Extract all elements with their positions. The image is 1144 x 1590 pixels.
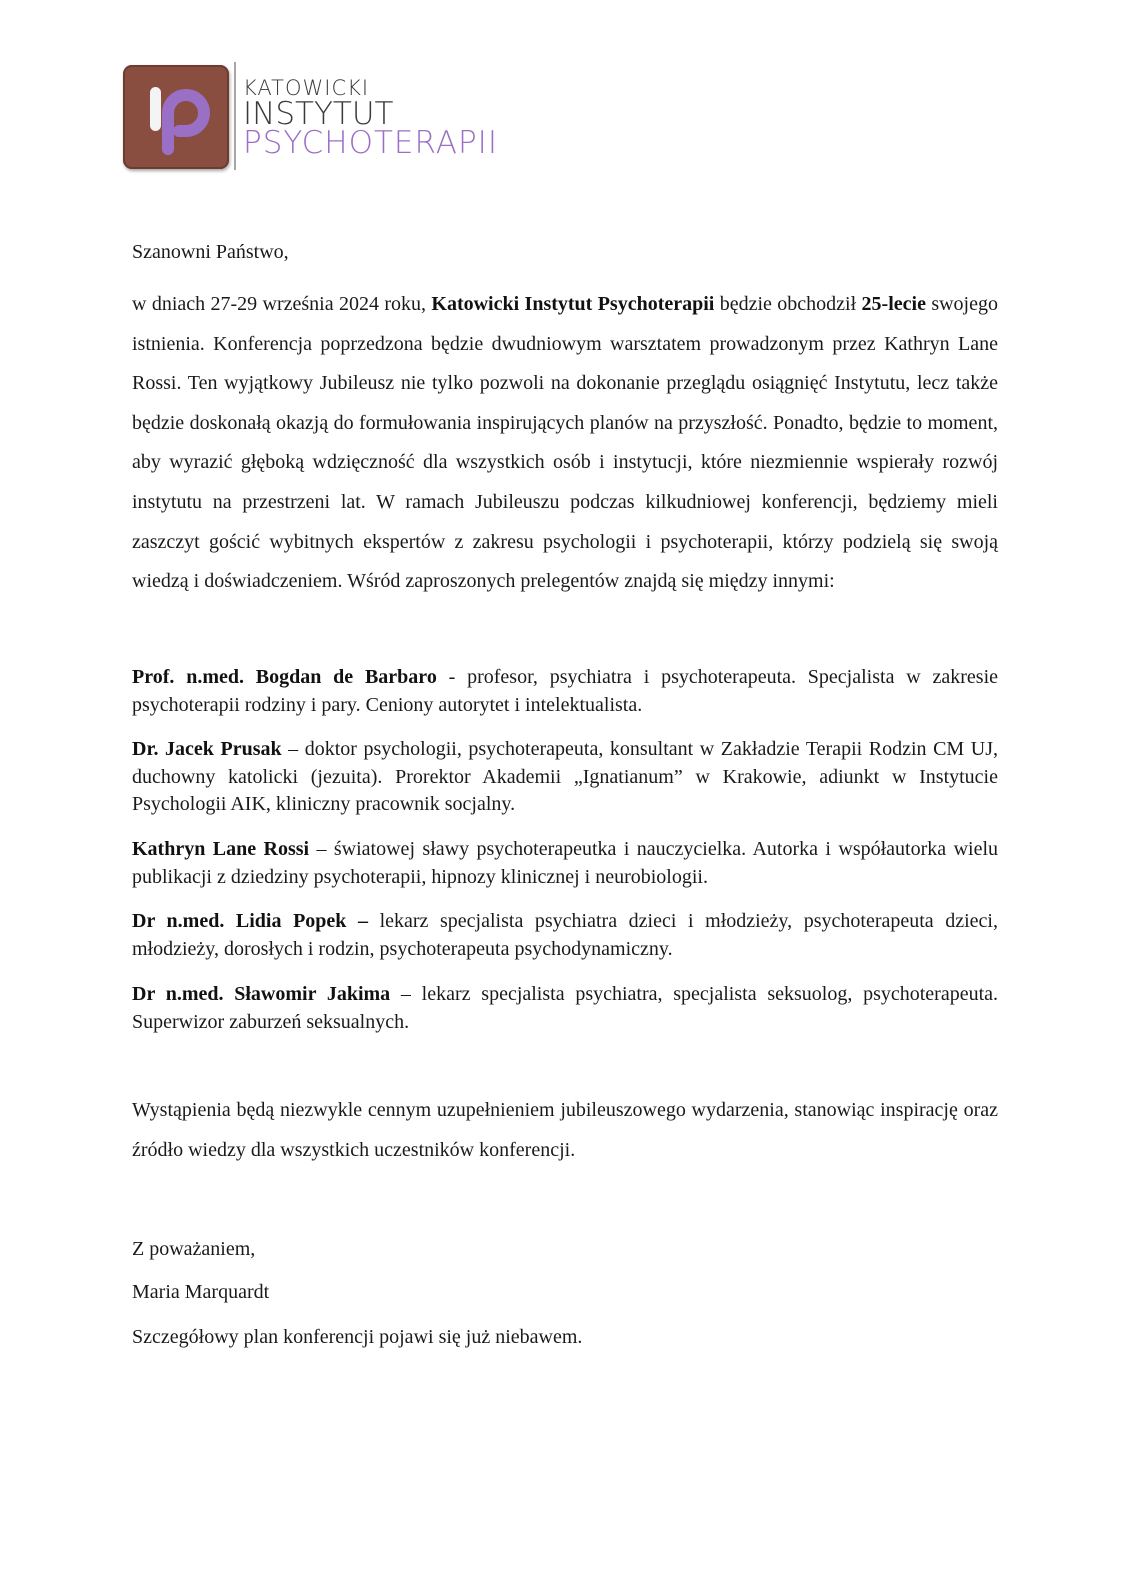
speaker-entry xyxy=(132,836,998,891)
speaker-entry xyxy=(132,736,998,819)
regards: Z poważaniem, xyxy=(132,1238,256,1260)
speaker-description: – światowej sławy psychoterapeutka i nauczycielka. Autorka i współautorka wielu publikacji z dziedziny psychoterapii, hipnozy klinicznej i neurobiologii. xyxy=(132,838,998,888)
logo-wordmark xyxy=(243,78,498,159)
closing-paragraph: Wystąpienia będą niezwykle cennym uzupełnieniem jubileuszowego wydarzenia, stanowiąc inspirację oraz źródło wiedzy dla wszystkich uczestników konferencji. xyxy=(132,1099,998,1161)
logo-line-3: PSYCHOTERAPII xyxy=(243,125,498,161)
intro-text-3: swojego istnienia. Konferencja poprzedzona będzie dwudniowym warsztatem prowadzonym przez Kathryn Lane Rossi. Ten wyjątkowy Jubileusz nie tylko pozwoli na dokonanie przeglądu osiągnięć Instytutu, lecz także będzie doskonałą okazją do formułowania inspirujących planów na przyszłość. Ponadto, będzie to moment, aby wyrazić głęboką wdzięczność dla wszystkich osób i instytucji, które niezmiennie wspierały rozwój instytutu na przestrzeni lat. W ramach Jubileuszu podczas kilkudniowej konferencji, będziemy mieli zaszczyt gościć wybitnych ekspertów z zakresu psychologii i psychoterapii, którzy podzielą się swoją wiedzą i doświadczeniem. Wśród zaproszonych prelegentów znajdą się między innymi: xyxy=(132,293,998,593)
speaker-name: Kathryn Lane Rossi xyxy=(132,838,310,860)
speaker-entry xyxy=(132,664,998,719)
institute-name: Katowicki Instytut Psychoterapii xyxy=(431,293,715,315)
speaker-description: lekarz specjalista psychiatra dzieci i młodzieży, psychoterapeuta dzieci, młodzieży, dorosłych i rodzin, psychoterapeuta psychodynamiczny. xyxy=(132,910,998,960)
schedule-note: Szczegółowy plan konferencji pojawi się już niebawem. xyxy=(132,1326,583,1348)
logo-line-2: INSTYTUT xyxy=(243,96,394,132)
logo-line-1: KATOWICKI xyxy=(243,76,370,100)
ip-monogram-icon xyxy=(123,65,229,169)
speaker-name: Prof. n.med. Bogdan de Barbaro xyxy=(132,666,437,688)
intro-text-1: w dniach 27-29 września 2024 roku, xyxy=(132,293,432,315)
institute-logo xyxy=(123,62,523,172)
speaker-name: Dr n.med. Sławomir Jakima xyxy=(132,983,391,1005)
speaker-description: – lekarz specjalista psychiatra, specjalista seksuolog, psychoterapeuta. Superwizor zaburzeń seksualnych. xyxy=(132,983,999,1033)
anniversary: 25-lecie xyxy=(861,293,926,315)
speaker-name: Dr n.med. Lidia Popek – xyxy=(132,910,368,932)
logo-divider xyxy=(234,62,236,170)
speaker-name: Dr. Jacek Prusak xyxy=(132,738,282,760)
greeting: Szanowni Państwo, xyxy=(132,241,289,263)
signature: Maria Marquardt xyxy=(132,1281,270,1303)
intro-paragraph xyxy=(132,285,998,602)
speaker-entry xyxy=(132,981,998,1036)
speaker-entry xyxy=(132,908,998,963)
speaker-description: – doktor psychologii, psychoterapeuta, konsultant w Zakładzie Terapii Rodzin CM UJ, duchowny katolicki (jezuita). Prorektor Akademii „Ignatianum” w Krakowie, adiunkt w Instytucie Psychologii AIK, kliniczny pracownik socjalny. xyxy=(132,738,998,815)
speaker-description: - profesor, psychiatra i psychoterapeuta. Specjalista w zakresie psychoterapii rodziny i pary. Ceniony autorytet i intelektualista. xyxy=(132,666,999,716)
intro-text-2: będzie obchodził xyxy=(714,293,862,315)
